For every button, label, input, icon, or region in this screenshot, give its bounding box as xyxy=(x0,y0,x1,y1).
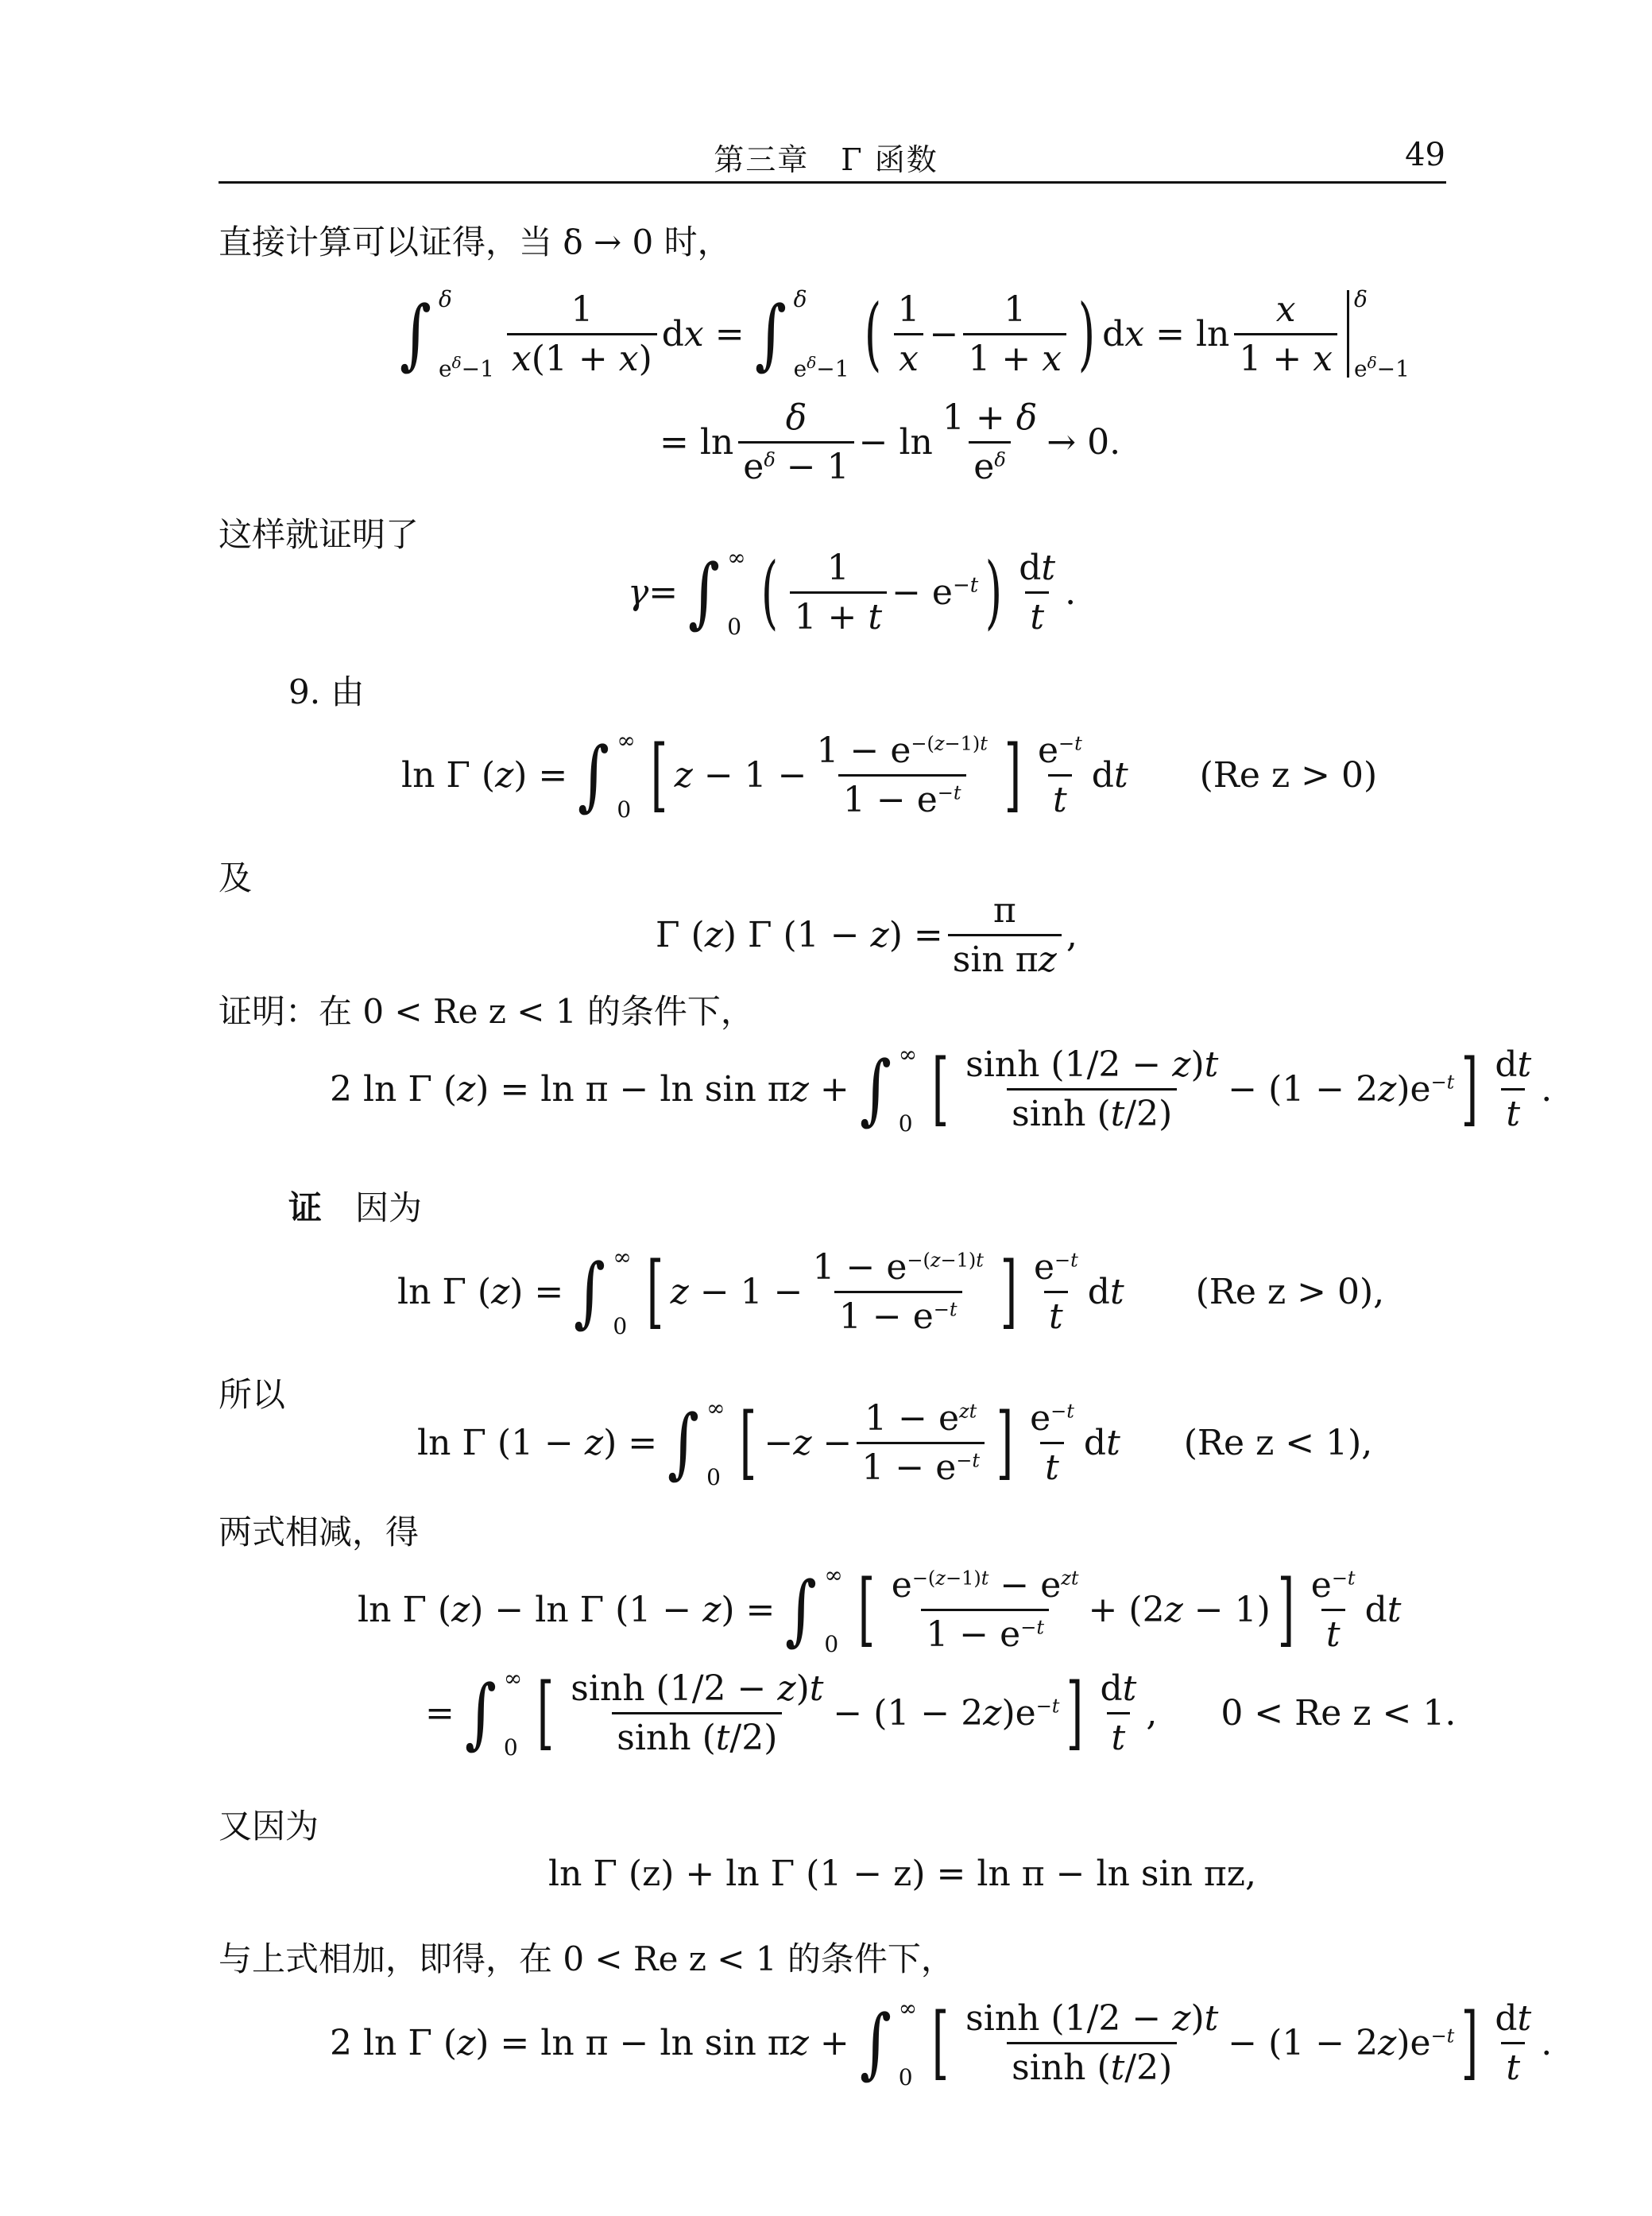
page-number: 49 xyxy=(1405,137,1445,173)
proof-heading xyxy=(288,1182,422,1230)
gamma-symbol: γ xyxy=(628,571,649,613)
header-rule xyxy=(219,181,1446,184)
paragraph-add-conclusion: 与上式相加，即得，在 0 < Re z < 1 的条件下， xyxy=(219,1939,954,1978)
equation-lngamma-integral-proof: ln Γ (z) = ∫ ∞ 0 [ z − 1 − $\frac{1 - e^{-(z-1)t}}{1 - e^{-t}}$ ] $\frac{e^{-t}}{t}$ dt (Re z > 0), xyxy=(397,1244,1385,1339)
problem-9-heading: 9. 由 xyxy=(288,672,365,711)
equation-limit-line2: = ln $\frac{\delta}{e^\delta - 1}$ − ln $\frac{1 + \delta}{e^\delta}$ → 0. xyxy=(660,397,1121,487)
equation-target: 2 ln Γ (z) = ln π − ln sin πz + ∫ ∞ 0 [ $\frac{\sinh (1/2 - z)t}{\sinh (t/2)}$ − $(1 - 2z)e^{-t}$ ] $\frac{dt}{t}$ . xyxy=(330,1041,1553,1137)
proof-label: 证 xyxy=(288,1188,323,1227)
equation-reflection: Γ (z) Γ (1 − z) = $\frac{\pi}{\text{sin πz}}$ , xyxy=(656,890,1077,980)
equation-difference-line1: ln Γ (z) − ln Γ (1 − z) = ∫ ∞ 0 [ $\frac{e^{-(z-1)t} - e^{zt}}{1 - e^{-t}}$ + (2z − 1) ] $\frac{e^{-t}}{t}$ dt xyxy=(358,1562,1402,1657)
paragraph-therefore: 所以 xyxy=(219,1375,286,1414)
paragraph-subtract: 两式相减，得 xyxy=(219,1513,420,1552)
paragraph-prove-statement: 证明：在 0 < Re z < 1 的条件下， xyxy=(219,992,754,1031)
paragraph-also-because: 又因为 xyxy=(219,1807,319,1846)
equation-difference-line2: = ∫ ∞ 0 [ $\frac{\sinh (1/2 - z)t}{\sinh (t/2)}$ − $(1 - 2z)e^{-t}$ ] $\frac{dt}{t}$ , 0 < Re z < 1. xyxy=(425,1665,1457,1761)
condition-re-less-one: (Re z < 1), xyxy=(1183,1422,1373,1463)
equation-log-reflection: ln Γ (z) + ln Γ (1 − z) = ln π − ln sin πz, xyxy=(548,1854,1256,1894)
paragraph-and: 及 xyxy=(219,858,253,897)
condition-re-positive: (Re z > 0) xyxy=(1199,754,1378,796)
proof-because: 因为 xyxy=(355,1188,423,1227)
equation-euler-gamma: γ = ∫ ∞ 0 ( $\frac{1}{1 + t}$ − $e^{-t}$ ) $\frac{dt}{t}$ . xyxy=(628,544,1077,640)
condition-re-positive-comma: (Re z > 0), xyxy=(1195,1271,1385,1312)
equation-final-result: 2 ln Γ (z) = ln π − ln sin πz + ∫ ∞ 0 [ $\frac{\sinh (1/2 - z)t}{\sinh (t/2)}$ − $(1 - 2z)e^{-t}$ ] $\frac{dt}{t}$ . xyxy=(330,1995,1553,2090)
equation-lngamma-integral: ln Γ (z) = ∫ ∞ 0 [ z − 1 − $\frac{1 - e^{-(z-1)t}}{1 - e^{-t}}$ ] $\frac{e^{-t}}{t}$ dt (Re z > 0) xyxy=(401,727,1378,823)
equation-integral-ln: ∫ δ $e^\delta-1$ $\frac{1}{x(1 + x)}$ dx = ∫ δ $e^\delta-1$ ( $\frac{1}{x}$ − $\frac{1}{1 + x}$ ) dx = ln $\frac{x}{1 + x}$ δ $e^\delta-1$ xyxy=(400,286,1410,382)
paragraph-thus-proved: 这样就证明了 xyxy=(219,515,420,554)
running-header-title: 第三章 Γ 函数 xyxy=(714,142,938,177)
condition-strip: 0 < Re z < 1. xyxy=(1221,1692,1457,1734)
equation-lngamma-one-minus-z: ln Γ (1 − z) = ∫ ∞ 0 [ −z − $\frac{1 - e^{zt}}{1 - e^{-t}}$ ] $\frac{e^{-t}}{t}$ dt (Re z < 1), xyxy=(417,1395,1373,1490)
paragraph-intro: 直接计算可以证得，当 δ → 0 时， xyxy=(219,223,731,262)
